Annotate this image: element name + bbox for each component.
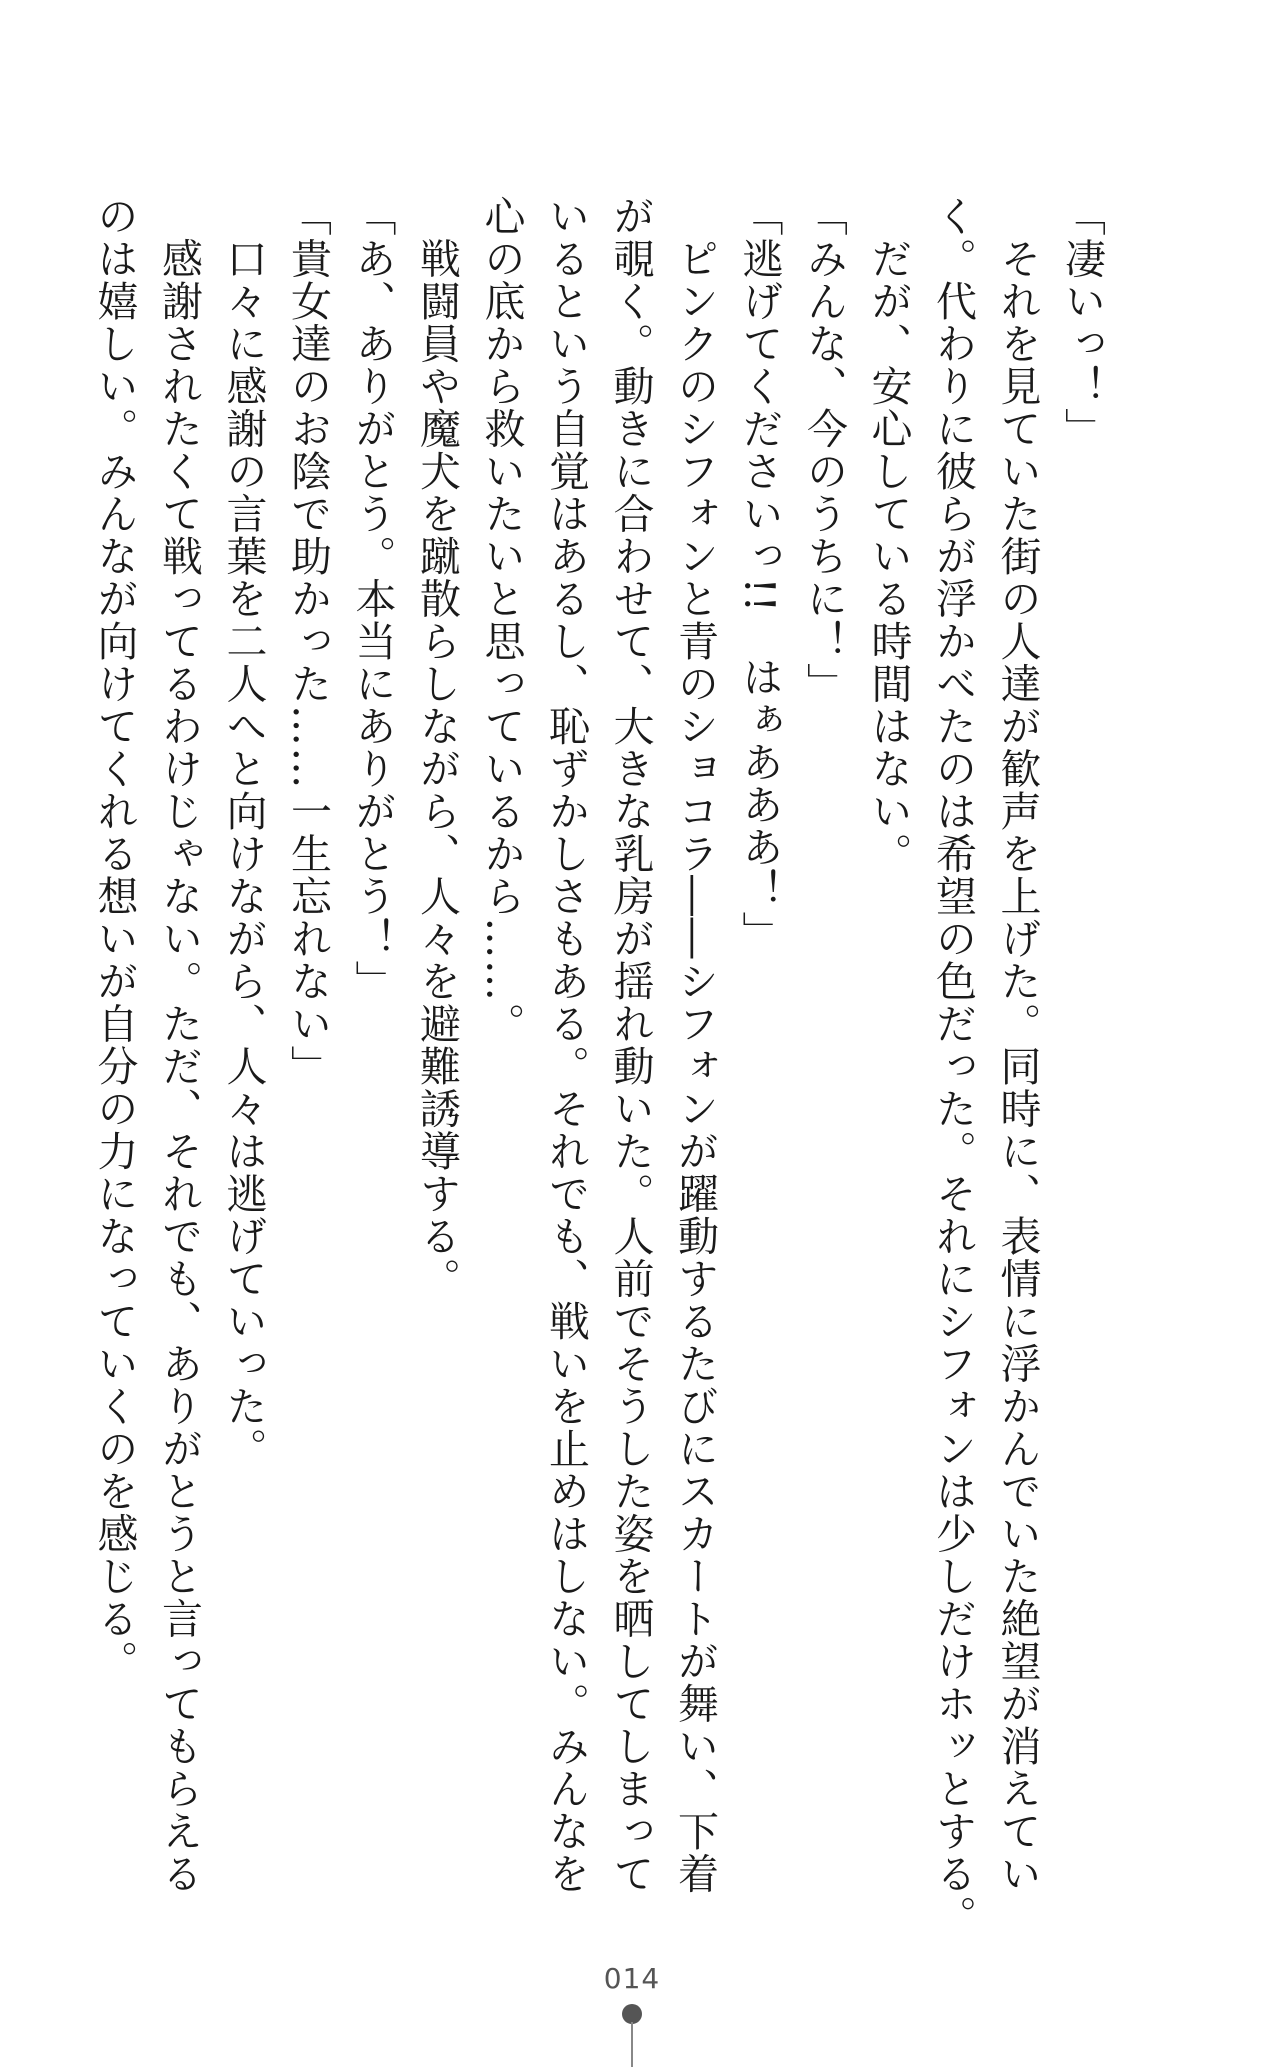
page-number: 014 [603,1962,661,1995]
text-line: ピンクのシフォンと青のショコラ――シフォンが躍動するたびにスカートが舞い、下着 [671,195,719,1895]
text-line: 感謝されたくて戦ってるわけじゃない。ただ、それでも、ありがとうと言ってもらえる [155,195,203,1895]
page-marker-line [631,2022,633,2067]
text-line: だが、安心している時間はない。 [864,195,913,875]
text-line: 「貴女達のお陰で助かった……一生忘れない」 [284,195,332,1088]
page-marker-dot-icon [622,2004,642,2024]
text-line: 心の底から救いたいと思っているから……。 [477,195,526,1045]
text-line: が覗く。動きに合わせて、大きな乳房が揺れ動いた。人前でそうした姿を晒してしまって [606,195,655,1895]
text-line: それを見ていた街の人達が歓声を上げた。同時に、表情に浮かんでいた絶望が消えてい [993,195,1042,1895]
text-line: のは嬉しい。みんなが向けてくれる想いが自分の力になっていくのを感じる。 [90,195,139,1683]
text-line: く。代わりに彼らが浮かべたのは希望の色だった。それにシフォンは少しだけホッとする。 [929,195,977,1938]
text-line: 「みんな、今のうちに！」 [800,195,848,705]
text-line: 口々に感謝の言葉を二人へと向けながら、人々は逃げていった。 [219,195,268,1470]
text-line: 「凄いっ！」 [1058,195,1106,450]
text-line: 戦闘員や魔犬を蹴散らしながら、人々を避難誘導する。 [413,195,461,1300]
text-line: いるという自覚はあるし、恥ずかしさもある。それでも、戦いを止めはしない。みんなを [542,195,590,1895]
text-line: 「逃げてくださいっ!! はぁあああ！」 [735,195,784,954]
text-line: 「あ、ありがとう。本当にありがとう！」 [348,195,397,1003]
vertical-text-body [82,195,1114,1938]
